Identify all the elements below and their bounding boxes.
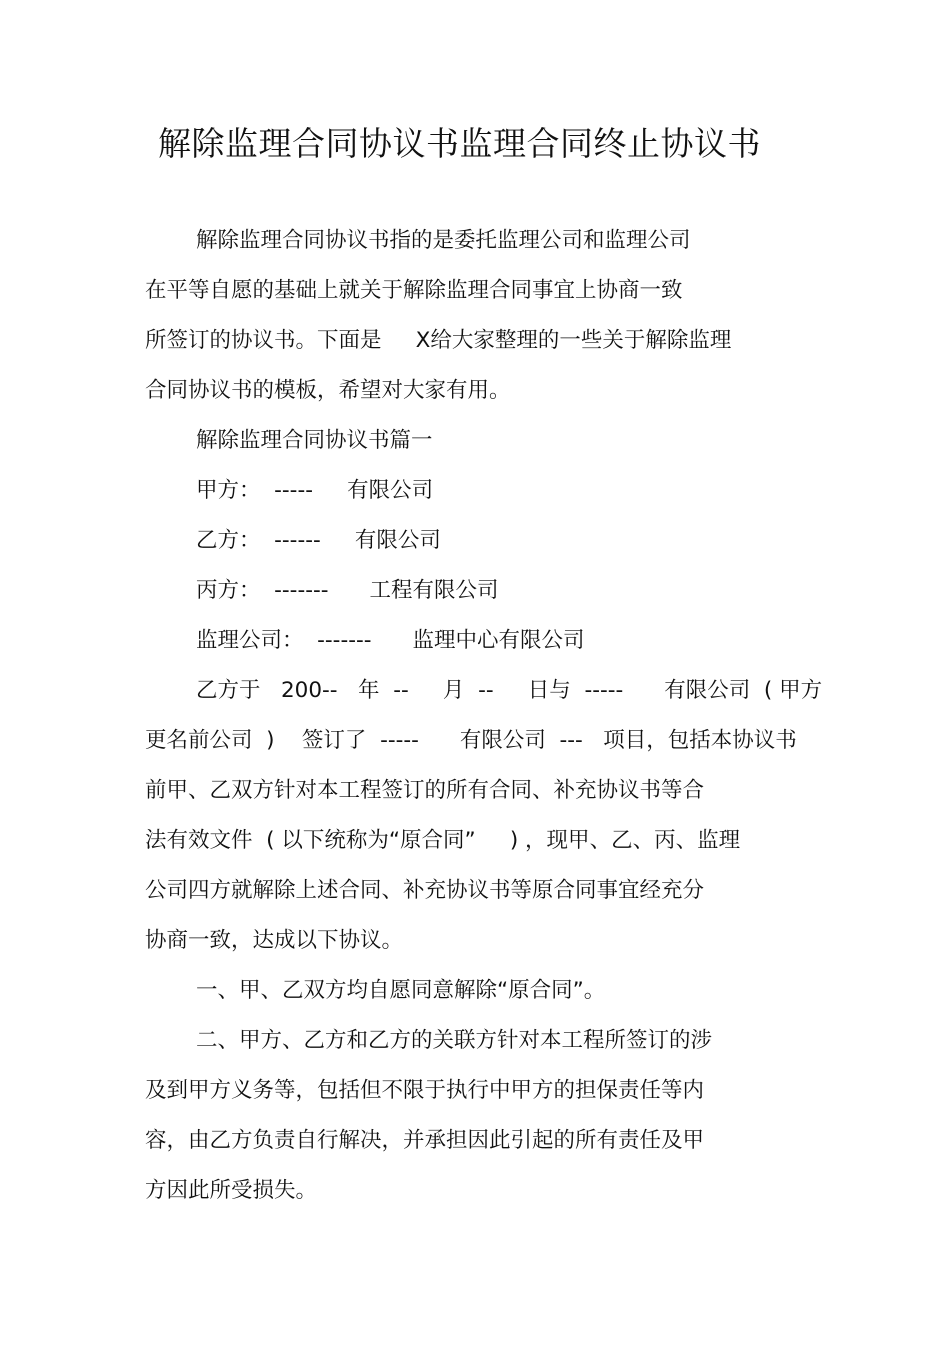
- party-line: 乙方： ------ 有限公司: [196, 528, 441, 553]
- paragraph-line: 乙方于 200-- 年 -- 月 -- 日与 ----- 有限公司 ( 甲方: [196, 678, 823, 703]
- paragraph-line: 协商一致，达成以下协议。: [145, 928, 404, 953]
- paragraph-line: 解除监理合同协议书指的是委托监理公司和监理公司: [196, 228, 691, 253]
- party-line: 甲方： ----- 有限公司: [196, 478, 434, 503]
- party-line: 丙方： ------- 工程有限公司: [196, 578, 499, 603]
- clause-line: 方因此所受损失。: [145, 1178, 318, 1203]
- clause-line: 二、甲方、乙方和乙方的关联方针对本工程所签订的涉: [196, 1028, 713, 1053]
- paragraph-line: 所签订的协议书。下面是 X给大家整理的一些关于解除监理: [145, 328, 732, 353]
- clause-line: 及到甲方义务等，包括但不限于执行中甲方的担保责任等内: [145, 1078, 705, 1103]
- clause-line: 容，由乙方负责自行解决，并承担因此引起的所有责任及甲: [145, 1128, 705, 1153]
- clause-line: 一、甲、乙双方均自愿同意解除“原合同”。: [196, 978, 606, 1003]
- section-heading: 解除监理合同协议书篇一: [196, 428, 433, 453]
- paragraph-line: 法有效文件 ( 以下统称为“原合同” ) ，现甲、乙、丙、监理: [145, 828, 741, 853]
- paragraph-line: 更名前公司 ) 签订了 ----- 有限公司 --- 项目，包括本协议书: [145, 728, 797, 753]
- paragraph-line: 公司四方就解除上述合同、补充协议书等原合同事宜经充分: [145, 878, 705, 903]
- paragraph-line: 前甲、乙双方针对本工程签订的所有合同、补充协议书等合: [145, 778, 705, 803]
- paragraph-line: 合同协议书的模板，希望对大家有用。: [145, 378, 511, 403]
- document-title: 解除监理合同协议书监理合同终止协议书: [158, 124, 761, 163]
- party-line: 监理公司： ------- 监理中心有限公司: [196, 628, 585, 653]
- paragraph-line: 在平等自愿的基础上就关于解除监理合同事宜上协商一致: [145, 278, 683, 303]
